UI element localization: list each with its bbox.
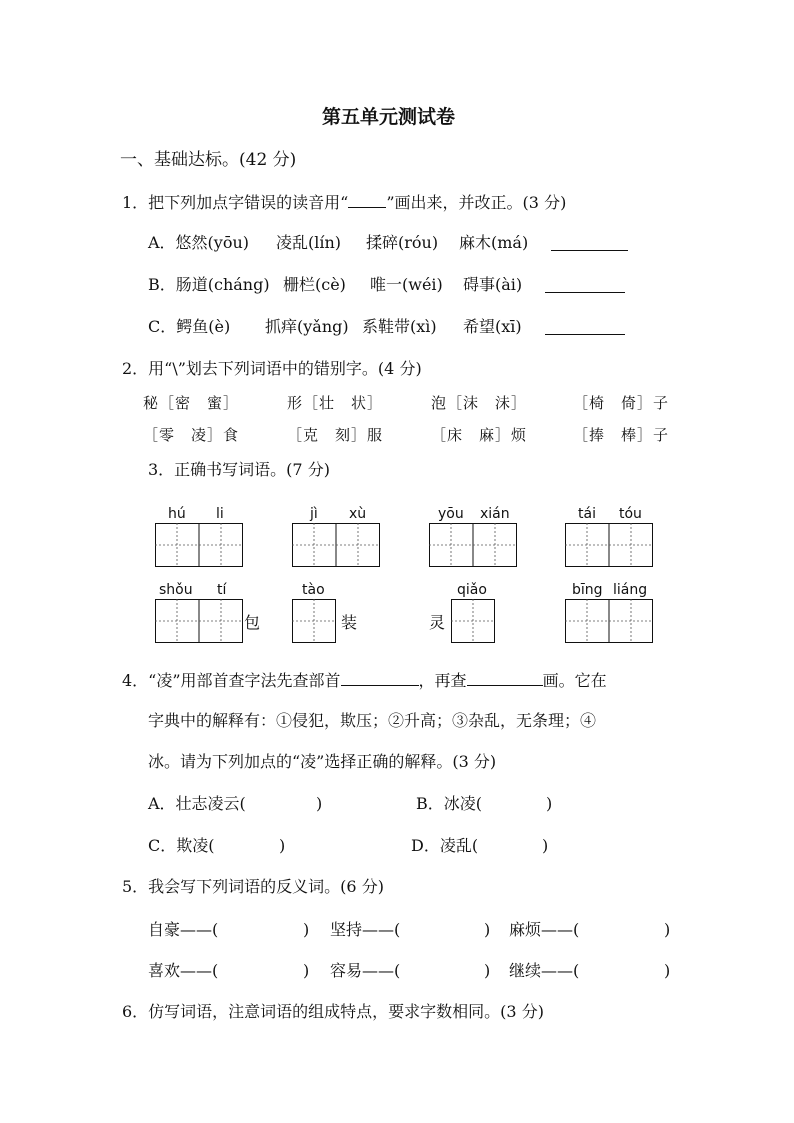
question-1-text-end: ”画出来，并改正。(3 分) [386,193,567,212]
question-1 [122,193,566,211]
question-4-line-3: 冰。请为下列加点的“凌”选择正确的解释。(3 分) [148,752,497,771]
q1-item: 揉碎(róu) [366,233,439,252]
paren-close: ) [664,961,671,980]
pinyin: liáng [613,582,648,598]
paren-close: ) [316,794,323,813]
question-2: 2．用“\”划去下列词语中的错别字。(4 分) [122,359,422,378]
q1-item: 希望(xī) [463,317,522,336]
q2-item: ［捧 棒］子 [573,426,670,444]
writing-grid[interactable] [451,599,495,643]
pinyin: yōu [438,506,464,522]
page-title: 第五单元测试卷 [322,106,456,128]
question-4-text: 4．“凌”用部首查字法先查部首 [122,671,341,690]
q1-row-a [148,235,249,251]
q1-item: C．鳄鱼(è) [148,317,231,336]
word-suffix: 装 [341,613,358,632]
writing-grid[interactable] [292,599,336,643]
q2-item: 泡［沫 沬］ [431,394,528,412]
pinyin: shǒu [159,582,193,598]
pinyin: hú [168,506,186,522]
question-6: 6．仿写词语，注意词语的组成特点，要求字数相同。(3 分) [122,1002,544,1021]
word-suffix: 包 [244,613,261,632]
answer-line[interactable] [545,334,625,335]
antonym-item: 坚持——( [330,920,401,939]
question-5: 5．我会写下列词语的反义词。(6 分) [122,877,384,896]
antonym-item: 麻烦——( [509,920,580,939]
question-4 [122,671,607,689]
writing-grid[interactable] [155,523,243,567]
pinyin: xù [349,506,367,522]
question-4-line-2: 字典中的解释有：①侵犯，欺压；②升高；③杂乱，无条理；④ [148,711,597,730]
answer-line[interactable] [545,292,625,293]
paren-close: ) [303,961,310,980]
q2-item: 形［壮 状］ [287,394,384,412]
q2-item: ［床 麻］烦 [431,426,528,444]
q1-item: 栅栏(cè) [283,275,346,294]
writing-grid[interactable] [429,523,517,567]
writing-grid[interactable] [292,523,380,567]
q1-item: A．悠然(yōu) [148,233,250,252]
paren-close: ) [484,920,491,939]
pinyin: qiǎo [457,582,487,598]
q2-item: ［椅 倚］子 [573,394,670,412]
antonym-item: 继续——( [509,961,580,980]
writing-grid[interactable] [565,523,653,567]
q4-option-a: A．壮志凌云( [148,794,246,813]
question-1-text: 1．把下列加点字错误的读音用“ [122,193,349,212]
pinyin: tái [578,506,596,522]
q2-item: ［克 刻］服 [287,426,384,444]
q1-item: 系鞋带(xì) [362,317,437,336]
paren-close: ) [546,794,553,813]
paren-close: ) [303,920,310,939]
question-4-text: ，再查 [418,671,467,690]
answer-line[interactable] [551,250,628,251]
paren-close: ) [542,836,549,855]
pinyin: tóu [619,506,642,522]
q2-item: ［零 凌］食 [143,426,240,444]
q1-item: B．肠道(cháng) [148,275,270,294]
q1-item: 抓痒(yǎng) [265,317,349,336]
paren-close: ) [664,920,671,939]
question-4-text: 画。它在 [542,671,607,690]
pinyin: bīng [572,582,603,598]
paren-close: ) [279,836,286,855]
word-prefix: 灵 [429,613,446,632]
answer-blank[interactable] [341,671,419,686]
q1-item: 唯一(wéi) [370,275,443,294]
writing-grid[interactable] [155,599,243,643]
q4-option-b: B．冰凌( [416,794,483,813]
answer-blank[interactable] [467,671,543,686]
antonym-item: 自豪——( [148,920,219,939]
q4-option-d: D．凌乱( [411,836,479,855]
antonym-item: 喜欢——( [148,961,219,980]
section-heading: 一、基础达标。(42 分) [120,150,297,170]
pinyin: jì [310,506,318,522]
question-3: 3．正确书写词语。(7 分) [148,460,330,479]
antonym-item: 容易——( [330,961,401,980]
pinyin: tí [217,582,227,598]
pinyin: xián [480,506,510,522]
q1-item: 碍事(ài) [463,275,523,294]
q2-item: 秘［密 蜜］ [143,394,240,412]
paren-close: ) [484,961,491,980]
q1-item: 凌乱(lín) [276,233,342,252]
pinyin: tào [302,582,325,598]
writing-grid[interactable] [565,599,653,643]
q1-item: 麻木(má) [459,233,529,252]
answer-blank[interactable] [348,193,386,208]
q4-option-c: C．欺凌( [148,836,215,855]
pinyin: li [216,506,224,522]
